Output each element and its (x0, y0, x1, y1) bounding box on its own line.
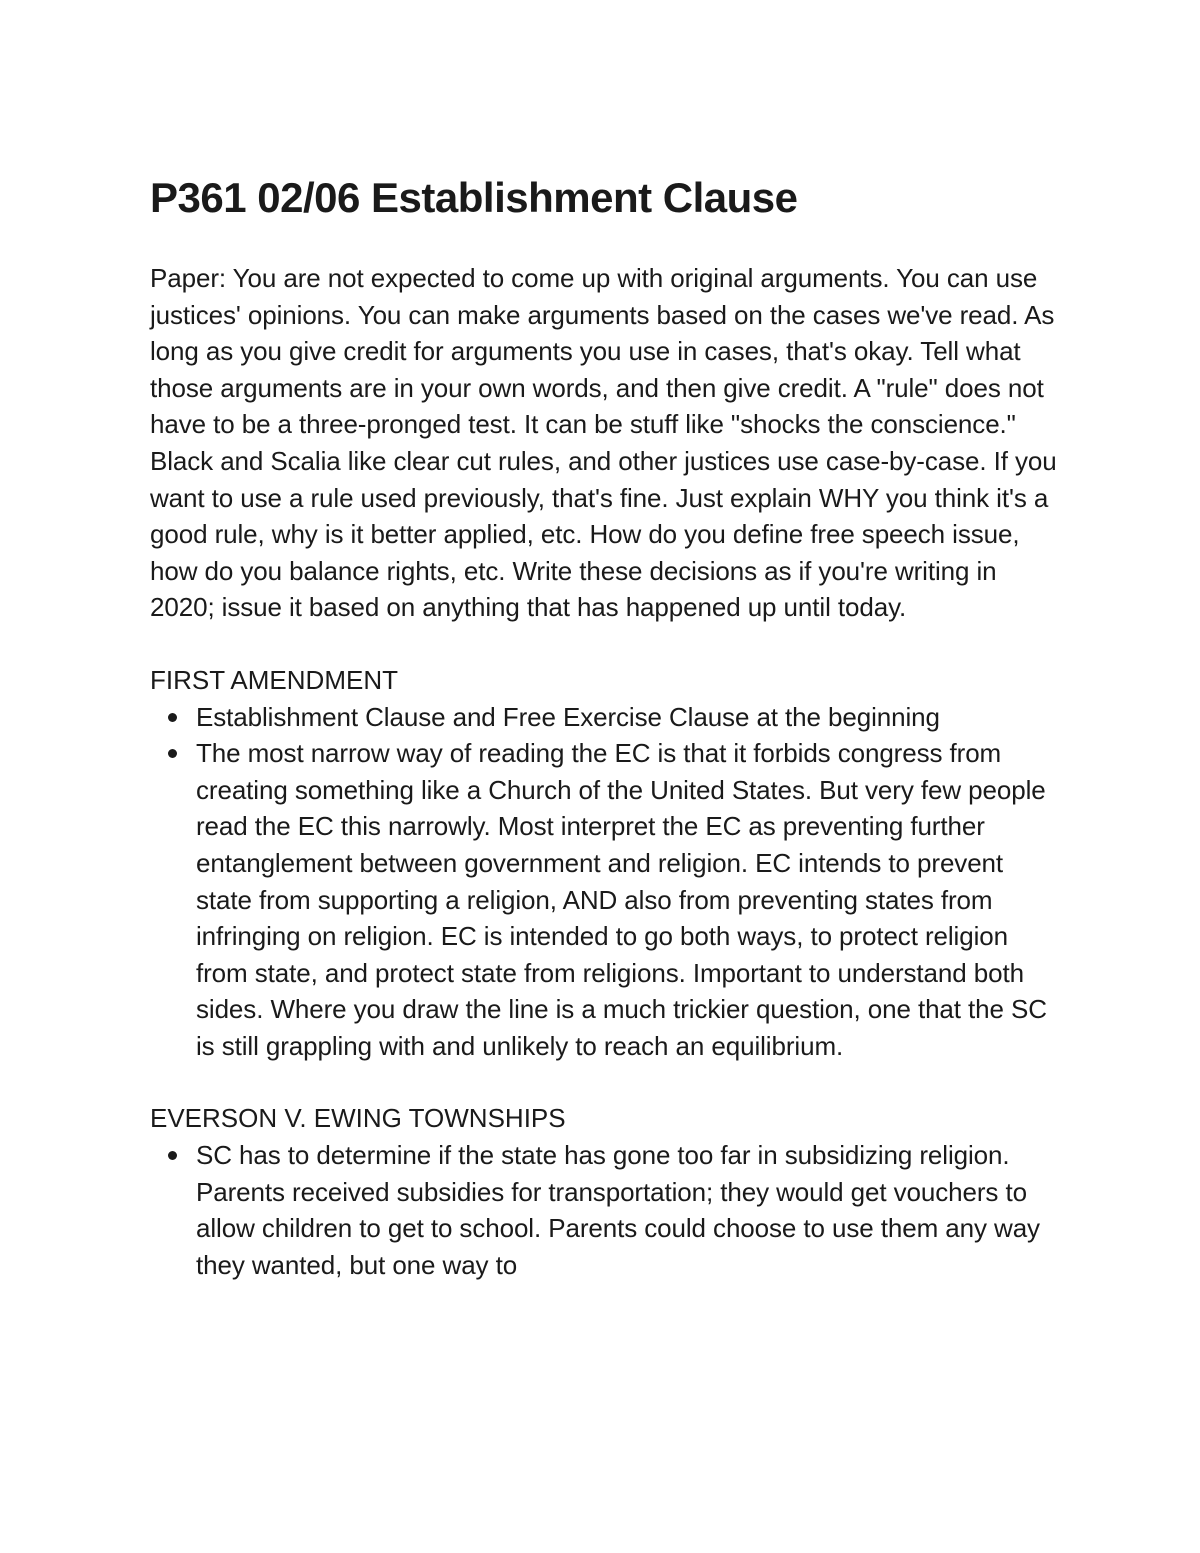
list-item-text: The most narrow way of reading the EC is that it forbids congress from creating something like a Church of the United States. But very few people read the EC this narrowly. Most interpret the EC as preventing further entanglement between government and religion. EC intends to prevent state from supporting a religion, AND also from preventing states from infringing on religion. EC is intended to go both ways, to protect religion from state, and protect state from religions. Important to understand both sides. Where you draw the line is a much trickier question, one that the SC is still grappling with and unlikely to reach an equilibrium. (196, 738, 1047, 1061)
list-item (150, 1137, 1060, 1283)
list-item (150, 735, 1060, 1064)
section-heading-first-amendment: FIRST AMENDMENT (150, 664, 398, 695)
section-heading-everson: EVERSON V. EWING TOWNSHIPS (150, 1103, 566, 1134)
intro-paragraph: Paper: You are not expected to come up with original arguments. You can use justices' opinions. You can make arguments based on the cases we've read. As long as you give credit for arguments you use in cases, that's okay. Tell what those arguments are in your own words, and then give credit. A "rule" does not have to be a three-pronged test. It can be stuff like "shocks the conscience." Black and Scalia like clear cut rules, and other justices use case-by-case. If you want to use a rule used previously, that's fine. Just explain WHY you think it's a good rule, why is it better applied, etc. How do you define free speech issue, how do you balance rights, etc. Write these decisions as if you're writing in 2020; issue it based on anything that has happened up until today. (150, 263, 1057, 623)
document-title: P361 02/06 Establishment Clause (150, 174, 798, 221)
bullet-dot-icon (168, 1151, 177, 1160)
list-item-text: Establishment Clause and Free Exercise Clause at the beginning (196, 701, 940, 732)
bullet-dot-icon (168, 749, 177, 758)
bullet-list-everson (150, 1137, 1060, 1283)
document-page (150, 168, 1060, 1319)
list-item-text: SC has to determine if the state has gone too far in subsidizing religion. Parents received subsidies for transportation; they would get vouchers to allow children to get to school. Parents could choose to use them any way they wanted, but one way to (196, 1140, 1040, 1280)
bullet-list-first-amendment (150, 699, 1060, 1065)
list-item (150, 699, 1060, 736)
bullet-dot-icon (168, 713, 177, 722)
